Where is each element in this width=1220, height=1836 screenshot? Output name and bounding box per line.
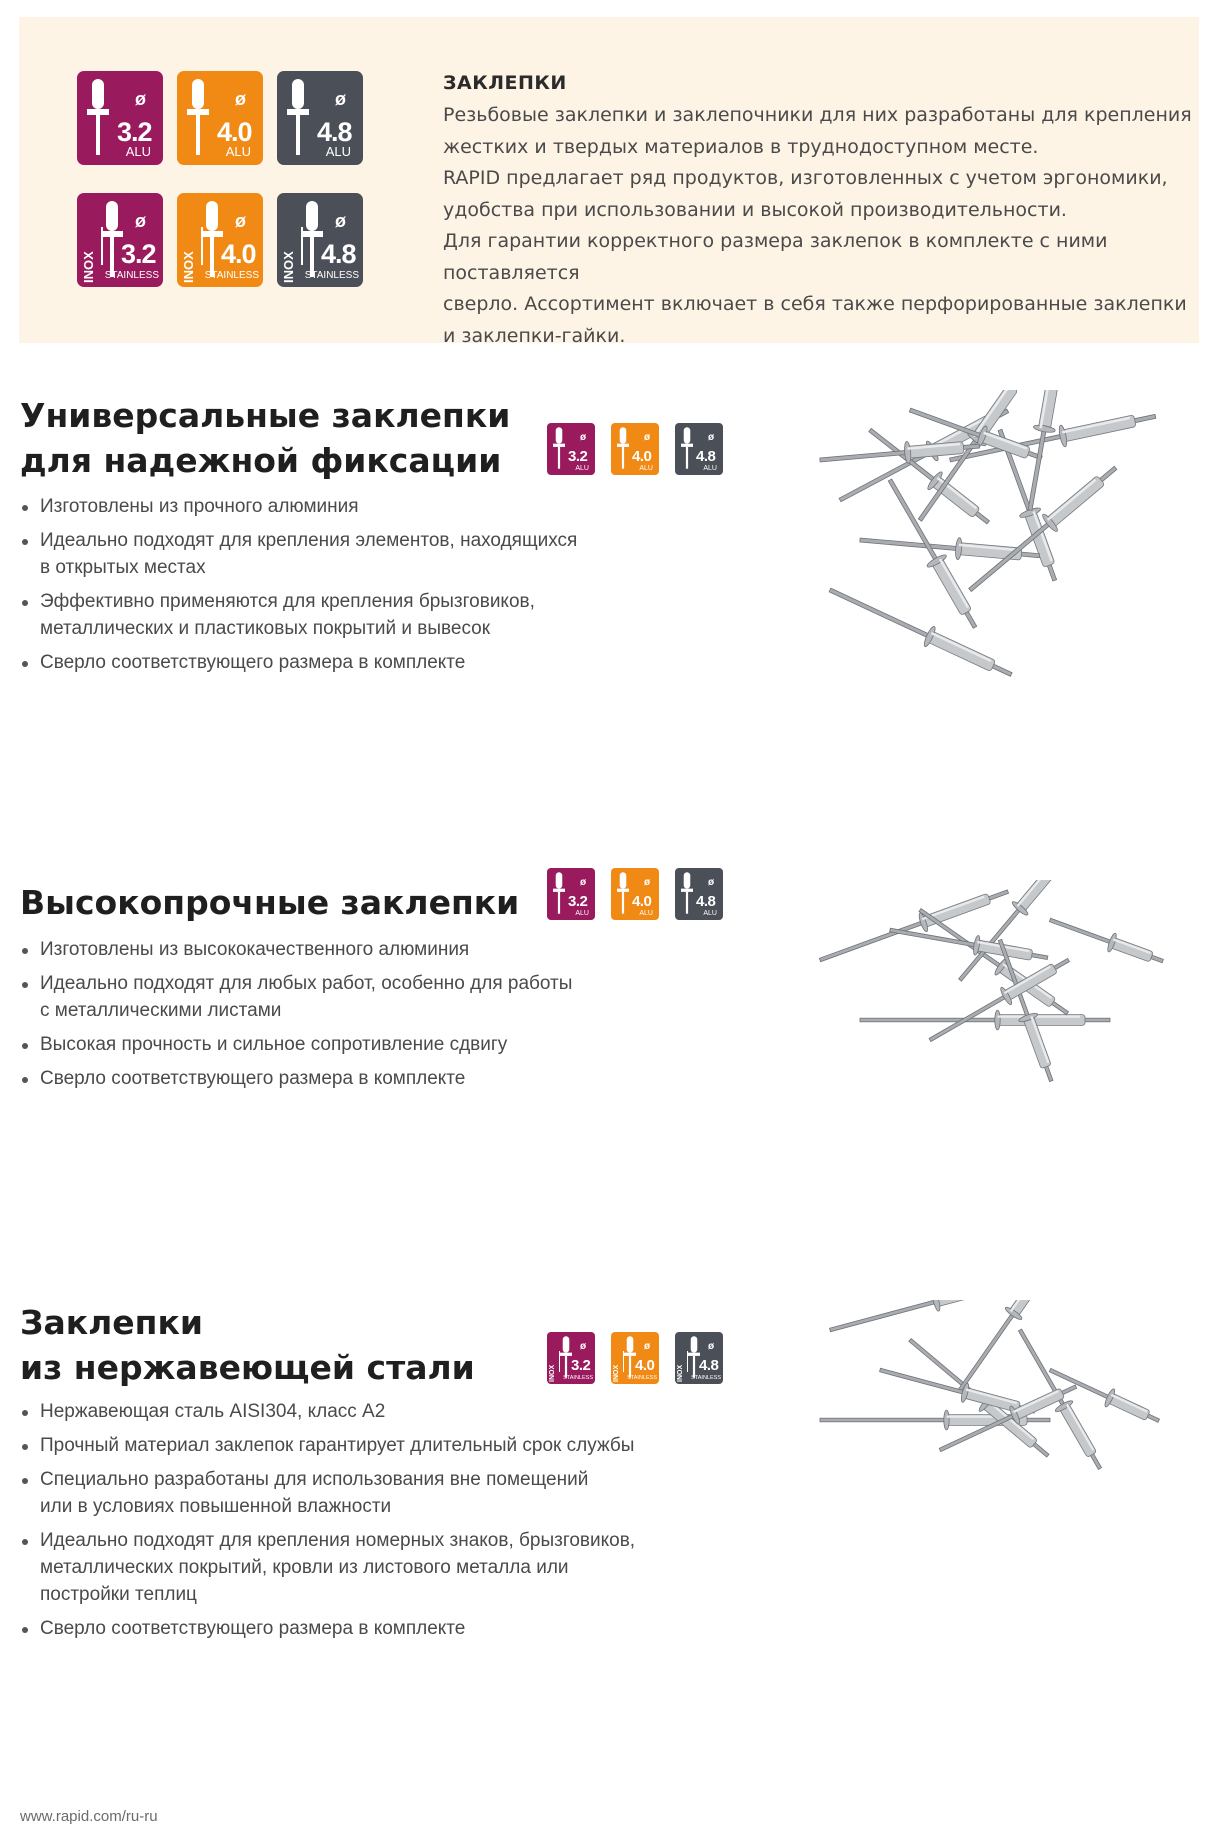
badge-size: 3.2 — [568, 448, 588, 465]
badge-inox-3-2 — [77, 193, 163, 287]
badge-size: 4.8 — [696, 448, 716, 465]
badge-size: 4.0 — [221, 239, 256, 269]
rivet-icon — [101, 199, 123, 279]
intro-line: Для гарантии корректного размера заклепок в комплекте с ними поставляется — [443, 230, 1108, 284]
badge-alu-4-0 — [177, 71, 263, 165]
feature-item: Изготовлены из высококачественного алюминия — [20, 936, 720, 963]
badge-inox-label: INOX — [81, 251, 96, 283]
section-title-line: Заклепки — [20, 1303, 203, 1342]
intro-line: жестких и твердых материалов в труднодоступном месте. — [443, 135, 1039, 158]
rivet-icon — [681, 871, 693, 915]
feature-item: Сверло соответствующего размера в комплекте — [20, 1615, 720, 1642]
badge-material: ALU — [225, 144, 251, 159]
section-title-line: для надежной фиксации — [20, 441, 502, 480]
badge-alu-4-8 — [675, 868, 723, 920]
badge-material: ALU — [575, 465, 589, 472]
rivet-icon — [617, 871, 629, 915]
feature-item — [20, 1527, 720, 1608]
diameter-symbol: ø — [708, 1341, 715, 1352]
high-strength-rivets-image — [800, 880, 1200, 1110]
badge-alu-3-2 — [77, 71, 163, 165]
rivet-icon — [553, 871, 565, 915]
badge-alu-3-2 — [547, 423, 595, 475]
aluminium-rivets-image — [800, 390, 1200, 690]
badge-material: ALU — [325, 144, 351, 159]
rivet-icon — [617, 426, 629, 470]
badge-material: STAINLESS — [563, 1375, 593, 1381]
mini-badge-row — [547, 868, 723, 920]
badge-inox-label: INOX — [613, 1364, 620, 1382]
rivet-shape — [963, 459, 1123, 598]
rivet-shape — [825, 580, 1016, 684]
badge-inox-4-8 — [675, 1332, 723, 1384]
diameter-symbol: ø — [708, 877, 715, 888]
intro-panel — [19, 17, 1199, 347]
feature-item: Сверло соответствующего размера в комплекте — [20, 649, 720, 676]
rivet-icon — [553, 426, 565, 470]
badge-alu-4-8 — [675, 423, 723, 475]
feature-item — [20, 1466, 720, 1520]
badge-inox-4-0 — [177, 193, 263, 287]
section-title-line: из нержавеющей стали — [20, 1348, 475, 1387]
badge-inox-label: INOX — [181, 251, 196, 283]
feature-line: Эффективно применяются для крепления брызговиков, — [40, 591, 535, 612]
diameter-symbol: ø — [135, 211, 146, 231]
feature-line: Специально разработаны для использования вне помещений — [40, 1469, 589, 1490]
section-title — [20, 393, 510, 483]
rivet-shape — [859, 529, 1040, 567]
feature-item: Изготовлены из прочного алюминия — [20, 493, 720, 520]
feature-item: Сверло соответствующего размера в комплекте — [20, 1065, 720, 1092]
diameter-symbol: ø — [235, 211, 246, 231]
feature-item — [20, 527, 720, 581]
badge-size: 3.2 — [568, 893, 588, 910]
feature-line: или в условиях повышенной влажности — [40, 1496, 392, 1517]
badge-material: ALU — [125, 144, 151, 159]
feature-item: Нержавеющая сталь AISI304, класс A2 — [20, 1398, 720, 1425]
badge-material: STAINLESS — [627, 1375, 657, 1381]
badge-size: 4.8 — [699, 1357, 719, 1374]
intro-line: удобства при использовании и высокой производительности. — [443, 198, 1067, 221]
rivet-shape — [860, 1010, 1110, 1030]
badge-size: 4.0 — [632, 448, 652, 465]
feature-line: Идеально подходят для любых работ, особенно для работы — [40, 973, 573, 994]
badge-material: STAINLESS — [104, 270, 159, 281]
inox-badge-row — [77, 193, 363, 287]
feature-line: металлических покрытий, кровли из листового металла или — [40, 1557, 569, 1578]
badge-size: 3.2 — [571, 1357, 591, 1374]
section-title — [20, 1300, 475, 1390]
feature-item: Высокая прочность и сильное сопротивление сдвигу — [20, 1031, 720, 1058]
diameter-symbol: ø — [708, 432, 715, 443]
feature-item — [20, 970, 720, 1024]
badge-inox-label: INOX — [549, 1364, 556, 1382]
badge-inox-4-0 — [611, 1332, 659, 1384]
badge-material: ALU — [639, 465, 653, 472]
feature-item — [20, 588, 720, 642]
intro-line: сверло. Ассортимент включает в себя также перфорированные заклепки — [443, 293, 1187, 315]
badge-inox-label: INOX — [677, 1364, 684, 1382]
diameter-symbol: ø — [580, 1341, 587, 1352]
diameter-symbol: ø — [580, 432, 587, 443]
intro-title: ЗАКЛЕПКИ — [443, 72, 567, 94]
feature-list — [20, 1398, 720, 1649]
diameter-symbol: ø — [235, 89, 246, 109]
intro-line: и заклепки-гайки. — [443, 324, 626, 347]
badge-alu-4-0 — [611, 423, 659, 475]
section-title-line: Высокопрочные заклепки — [20, 883, 520, 922]
badge-inox-label: INOX — [281, 251, 296, 283]
badge-material: STAINLESS — [304, 270, 359, 281]
rivet-icon — [301, 199, 323, 279]
badge-inox-4-8 — [277, 193, 363, 287]
badge-material: ALU — [575, 910, 589, 917]
feature-line: Идеально подходят для крепления номерных знаков, брызговиков, — [40, 1530, 636, 1551]
feature-list — [20, 493, 720, 683]
footer-url: www.rapid.com/ru-ru — [20, 1808, 158, 1825]
badge-size: 3.2 — [121, 239, 156, 269]
mini-badge-row — [547, 1332, 723, 1384]
intro-line: RAPID предлагает ряд продуктов, изготовленных с учетом эргономики, — [443, 167, 1168, 189]
diameter-symbol: ø — [580, 877, 587, 888]
feature-line: постройки теплиц — [40, 1584, 197, 1605]
mini-badge-row — [547, 423, 723, 475]
badge-grid — [77, 71, 363, 315]
section-title — [20, 880, 519, 925]
feature-line: Идеально подходят для крепления элементов, находящихся — [40, 530, 578, 551]
intro-line: Резьбовые заклепки и заклепочники для них разработаны для крепления — [443, 104, 1192, 126]
rivet-icon — [681, 426, 693, 470]
feature-item: Прочный материал заклепок гарантирует длительный срок службы — [20, 1432, 720, 1459]
badge-size: 4.8 — [317, 117, 352, 147]
stainless-rivets-image — [800, 1300, 1200, 1530]
badge-size: 4.0 — [632, 893, 652, 910]
diameter-symbol: ø — [644, 432, 651, 443]
feature-line: с металлическими листами — [40, 1000, 282, 1021]
rivet-icon — [201, 199, 223, 279]
feature-list — [20, 936, 720, 1099]
badge-size: 4.8 — [696, 893, 716, 910]
badge-size: 4.0 — [635, 1357, 655, 1374]
feature-line: в открытых местах — [40, 557, 206, 578]
diameter-symbol: ø — [335, 89, 346, 109]
badge-material: ALU — [703, 465, 717, 472]
badge-size: 3.2 — [117, 117, 152, 147]
badge-material: ALU — [639, 910, 653, 917]
section-title-line: Универсальные заклепки — [20, 396, 511, 435]
badge-material: STAINLESS — [204, 270, 259, 281]
badge-size: 4.0 — [217, 117, 252, 147]
badge-material: STAINLESS — [691, 1375, 721, 1381]
feature-line: металлических и пластиковых покрытий и вывесок — [40, 618, 491, 639]
badge-inox-3-2 — [547, 1332, 595, 1384]
rivet-shape — [827, 1300, 1025, 1340]
intro-text — [443, 72, 1203, 352]
badge-material: ALU — [703, 910, 717, 917]
intro-paragraph — [443, 100, 1203, 352]
diameter-symbol: ø — [644, 1341, 651, 1352]
alu-badge-row — [77, 71, 363, 165]
rivet-shape — [906, 400, 1045, 469]
badge-alu-4-0 — [611, 868, 659, 920]
badge-size: 4.8 — [321, 239, 356, 269]
badge-alu-4-8 — [277, 71, 363, 165]
diameter-symbol: ø — [644, 877, 651, 888]
diameter-symbol: ø — [135, 89, 146, 109]
diameter-symbol: ø — [335, 211, 346, 231]
badge-alu-3-2 — [547, 868, 595, 920]
